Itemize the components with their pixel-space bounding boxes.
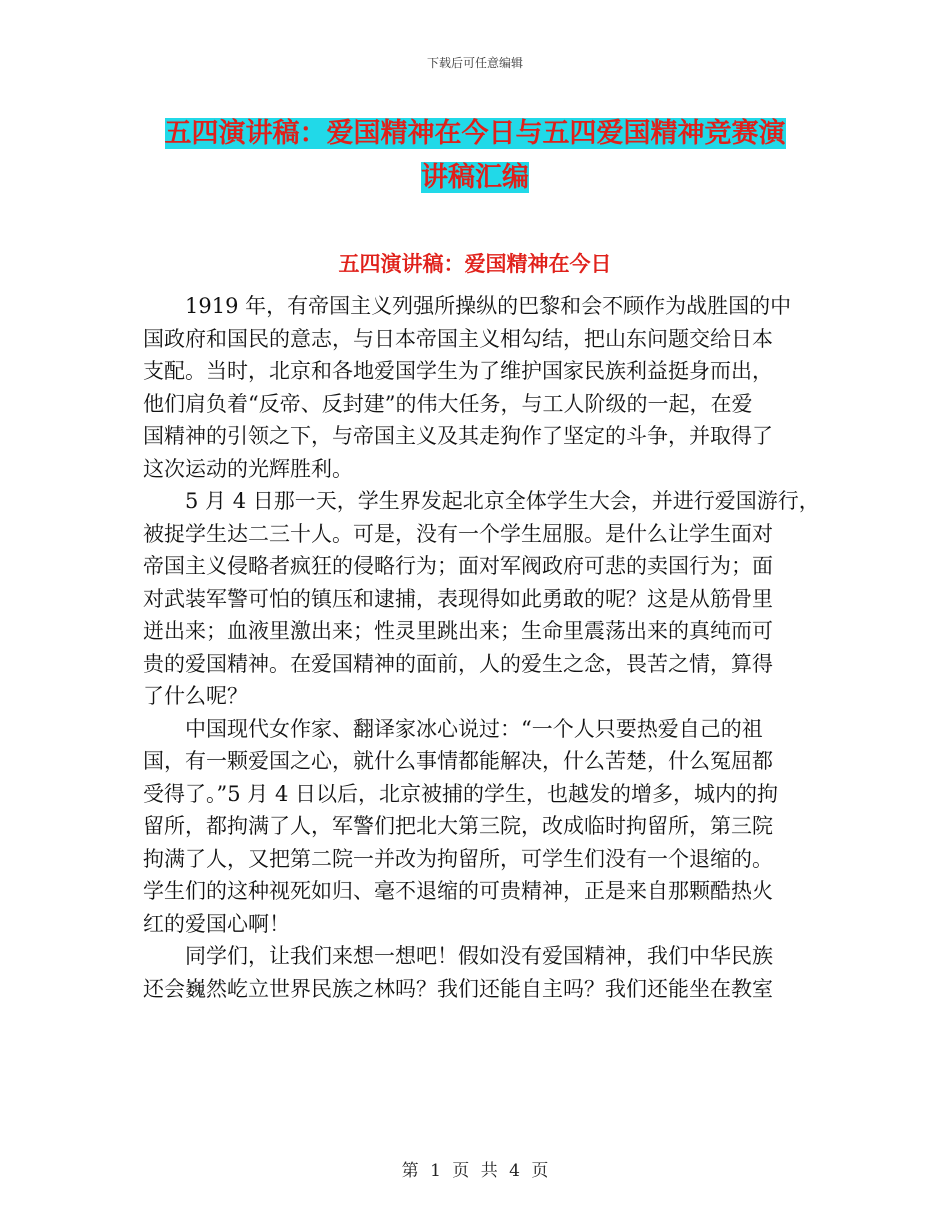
text-line: 支配。当时，北京和各地爱国学生为了维护国家民族利益挺身而出， [143,359,773,383]
header-note: 下载后可任意编辑 [426,56,523,70]
text-line: 拘满了人，又把第二院一并改为拘留所，可学生们没有一个退缩的。 [143,846,773,871]
text-line: 被捉学生达二三十人。可是，没有一个学生屈服。是什么让学生面对 [143,521,773,546]
text-line: 帝国主义侵略者疯狂的侵略行为；面对军阀政府可悲的卖国行为；面 [143,554,773,578]
speech-body [143,290,823,1005]
page-label: 第 [401,1161,419,1181]
text-line: 国精神的引领之下，与帝国主义及其走狗作了坚定的斗争，并取得了 [143,424,773,448]
text-line: 中国现代女作家、翻译家冰心说过：“一个人只要热爱自己的祖 [185,716,763,741]
text-line: 同学们，让我们来想一想吧！假如没有爱国精神，我们中华民族 [185,944,773,968]
document-title [140,112,810,200]
paragraph [143,290,823,485]
page-unit: 页 [452,1161,470,1181]
text-line: 这次运动的光辉胜利。 [143,456,353,481]
text-line: 对武装军警可怕的镇压和逮捕，表现得如此勇敢的呢？这是从筋骨里 [143,586,773,611]
page-number: 1 [430,1161,441,1181]
total-pages: 4 [509,1161,520,1181]
text-line: 他们肩负着“反帝、反封建”的伟大任务，与工人阶级的一起，在爱 [143,391,753,416]
text-line: 还会巍然屹立世界民族之林吗？我们还能自主吗？我们还能坐在教室 [143,976,773,1001]
text-line: 贵的爱国精神。在爱国精神的面前，人的爱生之念，畏苦之情，算得 [143,651,773,676]
text-line: 迸出来；血液里激出来；性灵里跳出来；生命里震荡出来的真纯而可 [143,619,773,643]
total-unit: 页 [531,1161,549,1181]
text-line: 留所，都拘满了人，军警们把北大第三院，改成临时拘留所，第三院 [143,814,773,838]
section-title: 五四演讲稿：爱国精神在今日 [338,252,612,276]
text-line: 学生们的这种视死如归、毫不退缩的可贵精神，正是来自那颗酷热火 [143,879,773,903]
text-line: 国，有一颗爱国之心，就什么事情都能解决，什么苦楚，什么冤屈都 [143,749,773,773]
text-line: 1919 年，有帝国主义列强所操纵的巴黎和会不顾作为战胜国的中 [185,294,792,318]
document-title-line-2: 讲稿汇编 [421,162,529,193]
text-line: 了什么呢？ [143,684,248,708]
text-line: 国政府和国民的意志，与日本帝国主义相勾结，把山东问题交给日本 [143,326,773,351]
page-footer [0,1156,950,1181]
text-line: 红的爱国心啊！ [143,911,290,936]
document-title-line-1: 五四演讲稿：爱国精神在今日与五四爱国精神竞赛演 [164,118,786,149]
total-label: 共 [480,1161,498,1181]
text-line: 5 月 4 日那一天，学生界发起北京全体学生大会，并进行爱国游行， [185,489,820,513]
paragraph [143,713,823,941]
text-line: 受得了。”5 月 4 日以后，北京被捕的学生，也越发的增多，城内的拘 [143,781,778,806]
paragraph [143,940,823,1005]
paragraph [143,485,823,713]
